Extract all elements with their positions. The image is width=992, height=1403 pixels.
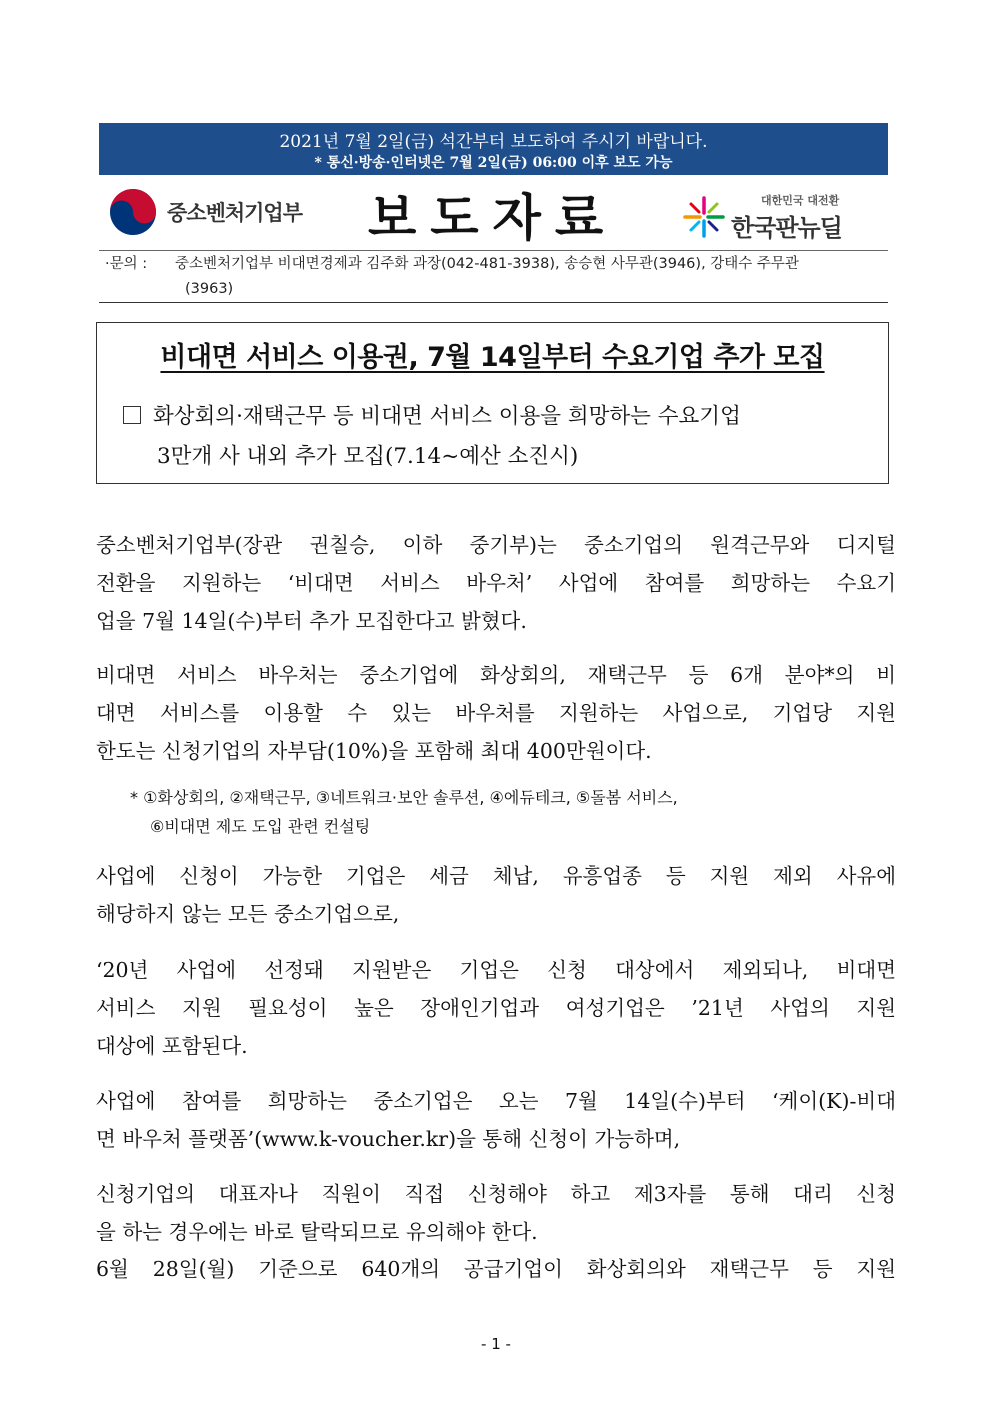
- paragraph-line: 사업에 참여를 희망하는 중소기업은 오는 7월 14일(수)부터 ‘케이(K)-비대: [96, 1089, 896, 1113]
- paragraph-line: 한도는 신청기업의 자부담(10%)을 포함해 최대 400만원이다.: [96, 739, 652, 763]
- subheadline-line-2: 3만개 사 내외 추가 모집(7.14~예산 소진시): [157, 444, 579, 469]
- subheadline: [123, 397, 863, 477]
- checkbox-bullet-icon: [123, 406, 141, 424]
- contact-divider: [99, 302, 888, 303]
- ministry-name: 중소벤처기업부: [167, 201, 303, 225]
- headline-box: [96, 322, 889, 484]
- paragraph-line: 업을 7월 14일(수)부터 추가 모집한다고 밝혔다.: [96, 609, 527, 633]
- embargo-banner: [99, 123, 888, 175]
- contact-line-2: (3963): [185, 281, 234, 297]
- paragraph-line: 중소벤처기업부(장관 권칠승, 이하 중기부)는 중소기업의 원격근무와 디지털: [96, 533, 896, 557]
- paragraph-5: [96, 1082, 896, 1158]
- paragraph-line: 면 바우처 플랫폼’(www.k-voucher.kr)을 통해 신청이 가능하며,: [96, 1127, 681, 1151]
- contact-label: ·문의 :: [105, 256, 148, 272]
- paragraph-6: [96, 1175, 896, 1251]
- paragraph-line: 사업에 신청이 가능한 기업은 세금 체납, 유흥업종 등 지원 제외 사유에: [96, 864, 896, 888]
- newdeal-spark-icon: [683, 196, 725, 238]
- paragraph-line: 대상에 포함된다.: [96, 1034, 248, 1058]
- paragraph-line: 신청기업의 대표자나 직원이 직접 신청해야 하고 제3자를 통해 대리 신청: [96, 1182, 896, 1206]
- embargo-line-1: 2021년 7월 2일(금) 석간부터 보도하여 주시기 바랍니다.: [279, 132, 708, 152]
- taeguk-icon: [109, 188, 157, 236]
- paragraph-2: [96, 656, 896, 770]
- paragraph-1: [96, 526, 896, 640]
- paragraph-4: [96, 951, 896, 1065]
- header-divider: [99, 250, 888, 251]
- paragraph-line: 해당하지 않는 모든 중소기업으로,: [96, 902, 400, 926]
- paragraph-line: 6월 28일(월) 기준으로 640개의 공급기업이 화상회의와 재택근무 등 지원: [96, 1257, 896, 1281]
- contact-line-1: 중소벤처기업부 비대면경제과 김주화 과장(042-481-3938), 송승현 사무관(3946), 강태수 주무관: [175, 256, 799, 272]
- paragraph-line: 을 하는 경우에는 바로 탈락되므로 유의해야 한다.: [96, 1220, 538, 1244]
- press-release-title: 보도자료: [368, 188, 618, 247]
- footnote: [130, 783, 890, 841]
- page-number: - 1 -: [481, 1335, 511, 1353]
- headline: [97, 335, 888, 374]
- ministry-logo: [109, 187, 302, 237]
- paragraph-3: [96, 857, 896, 933]
- newdeal-name: 한국판뉴딜: [731, 213, 842, 242]
- paragraph-line: 전환을 지원하는 ‘비대면 서비스 바우처’ 사업에 참여를 희망하는 수요기: [96, 571, 896, 595]
- paragraph-line: 대면 서비스를 이용할 수 있는 바우처를 지원하는 사업으로, 기업당 지원: [96, 701, 896, 725]
- footnote-line-1: * ①화상회의, ②재택근무, ③네트워크·보안 솔루션, ④에듀테크, ⑤돌봄 서비스,: [130, 788, 678, 807]
- subheadline-line-1: 화상회의·재택근무 등 비대면 서비스 이용을 희망하는 수요기업: [153, 404, 741, 429]
- newdeal-tagline: 대한민국 대전환: [761, 193, 840, 207]
- paragraph-7: [96, 1250, 896, 1288]
- headline-title: 비대면 서비스 이용권, 7월 14일부터 수요기업 추가 모집: [160, 342, 825, 373]
- footnote-line-2: ⑥비대면 제도 도입 관련 컨설팅: [150, 817, 371, 836]
- embargo-line-2: * 통신·방송·인터넷은 7월 2일(금) 06:00 이후 보도 가능: [314, 155, 673, 171]
- paragraph-line: 비대면 서비스 바우처는 중소기업에 화상회의, 재택근무 등 6개 분야*의 비: [96, 663, 896, 687]
- contact-info: [105, 252, 890, 302]
- newdeal-logo: [683, 192, 842, 242]
- paragraph-line: 서비스 지원 필요성이 높은 장애인기업과 여성기업은 ’21년 사업의 지원: [96, 996, 896, 1020]
- paragraph-line: ‘20년 사업에 선정돼 지원받은 기업은 신청 대상에서 제외되나, 비대면: [96, 958, 896, 982]
